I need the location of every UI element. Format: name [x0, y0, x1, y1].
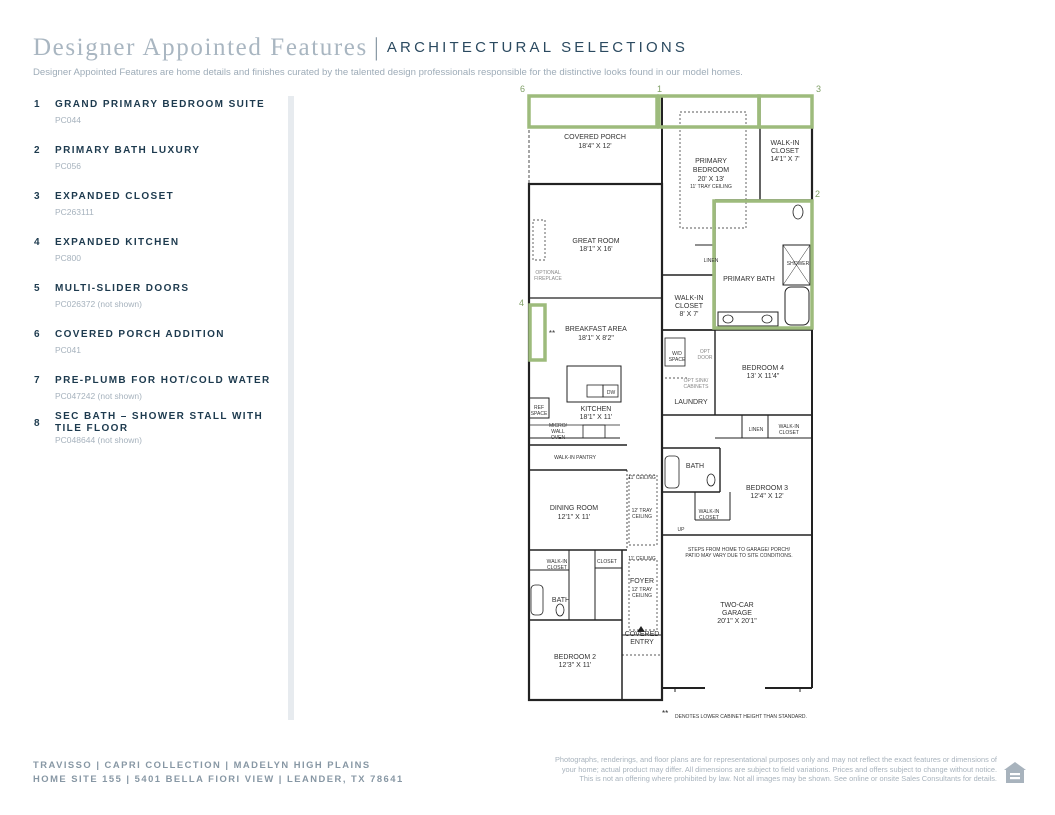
label-great-room-size: 18'1" X 16'	[579, 246, 613, 253]
optional-fireplace	[533, 220, 545, 260]
vanity-sink	[762, 315, 772, 323]
label-garage: TWO-CAR	[720, 602, 754, 609]
label-foyer-ceiling: CEILING	[631, 593, 653, 599]
feature-name: EXPANDED KITCHEN	[55, 237, 180, 248]
label-foyer: FOYER	[629, 578, 655, 585]
feature-name: MULTI-SLIDER DOORS	[55, 283, 190, 294]
page-title: Designer Appointed Features	[33, 34, 368, 61]
label-primary-bath: PRIMARY BATH	[723, 276, 775, 283]
label-bedroom-3-size: 12'4" X 12'	[750, 493, 784, 500]
feature-number: 1	[34, 99, 40, 110]
label-11-ceiling: 11' CEILING	[628, 475, 656, 481]
feature-item	[34, 191, 279, 237]
label-garage: GARAGE	[722, 610, 752, 617]
label-walkin-pantry: WALK-IN PANTRY	[554, 455, 596, 461]
highlight-closet	[759, 96, 812, 127]
label-dining-room: DINING ROOM	[549, 505, 599, 512]
label-bedroom-4-size: 13' X 11'4"	[746, 373, 780, 380]
label-wd-space: SPACE	[668, 357, 686, 363]
feature-code: PC056	[55, 161, 81, 171]
label-bedroom-4: BEDROOM 4	[741, 365, 785, 372]
label-closet: CLOSET	[596, 559, 618, 565]
feature-item	[34, 329, 279, 375]
label-shower: SHOWER	[786, 261, 810, 267]
label-micro-wall-oven: OVEN	[550, 435, 566, 441]
bath-tub	[665, 456, 679, 488]
feature-code: PC800	[55, 253, 81, 263]
footnote-stars: **	[662, 709, 669, 718]
label-tray-ceiling: 12' TRAY	[631, 508, 653, 514]
sink	[587, 385, 603, 397]
section-title: ARCHITECTURAL SELECTIONS	[386, 39, 689, 56]
feature-code: PC047242 (not shown)	[55, 391, 142, 401]
label-walkin-closet-size: 14'1" X 7'	[770, 156, 800, 163]
floor-plan	[515, 80, 825, 720]
label-walkin-closet: WALK-IN	[674, 295, 704, 302]
page-subtitle: Designer Appointed Features are home details and finishes curated by the talented design professionals responsible for the distinctive looks found in our model homes.	[33, 67, 743, 78]
label-walkin-closet: WALK-IN	[778, 424, 800, 430]
feature-number: 8	[34, 418, 40, 429]
feature-name: COVERED PORCH ADDITION	[55, 329, 225, 340]
label-primary-bedroom-size: 20' X 13'	[697, 176, 725, 183]
community-name: TRAVISSO | CAPRI COLLECTION | MADELYN HIGH PLAINS	[33, 759, 371, 770]
feature-item	[34, 145, 279, 191]
label-covered-entry: ENTRY	[630, 639, 654, 646]
feature-item	[34, 411, 279, 457]
feature-name: PRIMARY BATH LUXURY	[55, 145, 201, 156]
label-bath: BATH	[685, 463, 705, 470]
highlight-primary	[659, 96, 759, 127]
label-walkin-closet: WALK-IN	[770, 140, 800, 147]
label-laundry: LAUNDRY	[674, 399, 708, 406]
label-ref-space: SPACE	[530, 411, 548, 417]
label-walkin-closet: WALK-IN	[546, 559, 568, 565]
feature-item	[34, 283, 279, 329]
label-bedroom-2-size: 12'3" X 11'	[558, 662, 592, 669]
label-bedroom-2: BEDROOM 2	[553, 654, 597, 661]
cooktop	[583, 425, 605, 438]
marker-6: 6	[520, 84, 526, 94]
marker-3: 3	[816, 84, 822, 94]
home-site-address: HOME SITE 155 | 5401 BELLA FIORI VIEW | LEANDER, TX 78641	[33, 773, 404, 784]
feature-number: 6	[34, 329, 40, 340]
toilet	[793, 205, 803, 219]
label-walkin-closet-size: 8' X 7'	[679, 311, 699, 318]
label-linen: LINEN	[748, 427, 764, 433]
feature-item	[34, 99, 279, 145]
feature-code: PC026372 (not shown)	[55, 299, 142, 309]
label-kitchen: KITCHEN	[580, 406, 612, 413]
label-walkin-closet: CLOSET	[770, 148, 800, 155]
marker-4: 4	[519, 298, 525, 308]
feature-code: PC263111	[55, 207, 94, 217]
label-steps-note: STEPS FROM HOME TO GARAGE/ PORCH/	[687, 547, 791, 553]
label-foyer-ceiling: 12' TRAY	[631, 587, 653, 593]
label-covered-porch-size: 18'4" X 12'	[578, 143, 612, 150]
label-breakfast-area: BREAKFAST AREA	[565, 326, 627, 333]
label-dw: DW	[606, 390, 616, 396]
label-opt-sink: CABINETS	[683, 384, 709, 390]
bathtub	[785, 287, 809, 325]
feature-name: SEC BATH – SHOWER STALL WITH TILE FLOOR	[55, 411, 264, 434]
label-tray-ceiling: 11' TRAY CEILING	[690, 184, 732, 190]
feature-code: PC048644 (not shown)	[55, 435, 142, 445]
community-info	[33, 758, 404, 786]
disclaimer	[507, 755, 997, 784]
feature-list	[34, 99, 279, 457]
page-header	[33, 34, 688, 62]
floor-plan-walls	[529, 96, 812, 700]
label-tray-ceiling: CEILING	[631, 514, 653, 520]
feature-code: PC044	[55, 115, 81, 125]
feature-number: 3	[34, 191, 40, 202]
feature-item	[34, 237, 279, 283]
vanity	[718, 312, 778, 326]
label-walkin-closet: CLOSET	[674, 303, 704, 310]
disclaimer-line: Photographs, renderings, and floor plans are for representational purposes only and may not reflect the exact features or dimensions of	[554, 755, 997, 764]
label-walkin-closet: CLOSET	[778, 430, 800, 436]
toilet	[707, 474, 715, 486]
feature-item	[34, 375, 279, 411]
label-steps-note: PATIO MAY VARY DUE TO SITE CONDITIONS.	[685, 553, 793, 559]
label-opt-door: DOOR	[697, 355, 713, 361]
disclaimer-line: your home; actual product may differ. All dimensions are subject to field variations. Prices and offers subject to change without notice.	[561, 764, 997, 774]
label-walkin-closet: WALK-IN	[698, 509, 720, 515]
feature-number: 2	[34, 145, 40, 156]
label-ref-space: REF	[534, 405, 544, 411]
equal-housing-icon	[1002, 760, 1028, 786]
bath-tub	[531, 585, 543, 615]
label-primary-bedroom: BEDROOM	[692, 167, 730, 174]
feature-code: PC041	[55, 345, 81, 355]
divider-bar	[288, 96, 294, 720]
label-garage-size: 20'1" X 20'1"	[717, 618, 757, 625]
marker-1: 1	[657, 84, 663, 94]
label-covered-entry: COVERED	[624, 631, 660, 638]
title-separator: |	[373, 34, 379, 61]
left-wing-outline	[529, 184, 662, 700]
label-fireplace: OPTIONAL	[535, 270, 561, 276]
highlight-porch	[529, 96, 657, 127]
label-double-star: **	[548, 329, 556, 338]
feature-number: 7	[34, 375, 40, 386]
label-breakfast-area-size: 18'1" X 8'2"	[578, 335, 614, 342]
disclaimer-line: This is not an offering where prohibited by law. Not all images may be shown. See online or onsite Sales Consultants for details.	[579, 774, 997, 784]
label-linen: LINEN	[703, 258, 719, 264]
label-fireplace: FIREPLACE	[534, 276, 562, 282]
marker-2: 2	[815, 189, 821, 199]
label-dining-room-size: 12'1" X 11'	[557, 514, 591, 521]
feature-name: PRE-PLUMB FOR HOT/COLD WATER	[55, 375, 271, 386]
vanity-sink	[723, 315, 733, 323]
feature-name: EXPANDED CLOSET	[55, 191, 175, 202]
label-great-room: GREAT ROOM	[572, 238, 620, 245]
highlight-kitchen	[530, 305, 545, 360]
feature-name: GRAND PRIMARY BEDROOM SUITE	[55, 99, 266, 110]
footnote-text: DENOTES LOWER CABINET HEIGHT THAN STANDARD.	[675, 714, 807, 720]
label-opt-sink: OPT SINK/	[683, 378, 709, 384]
label-micro-wall-oven: MICRO/	[548, 423, 568, 429]
label-bedroom-3: BEDROOM 3	[745, 485, 789, 492]
label-micro-wall-oven: WALL	[551, 429, 565, 435]
label-bath: BATH	[551, 597, 571, 604]
label-opt-door: OPT	[699, 349, 711, 355]
label-covered-porch: COVERED PORCH	[564, 134, 626, 141]
label-primary-bedroom: PRIMARY	[695, 158, 727, 165]
label-up: UP	[677, 527, 685, 533]
feature-number: 5	[34, 283, 40, 294]
label-walkin-closet: CLOSET	[698, 515, 720, 521]
label-walkin-closet: CLOSET	[546, 565, 568, 571]
toilet	[556, 604, 564, 616]
label-kitchen-size: 18'1" X 11'	[579, 414, 613, 421]
label-11-ceiling: 11' CEILING	[628, 556, 656, 562]
feature-number: 4	[34, 237, 40, 248]
label-wd-space: W/D	[672, 351, 682, 357]
